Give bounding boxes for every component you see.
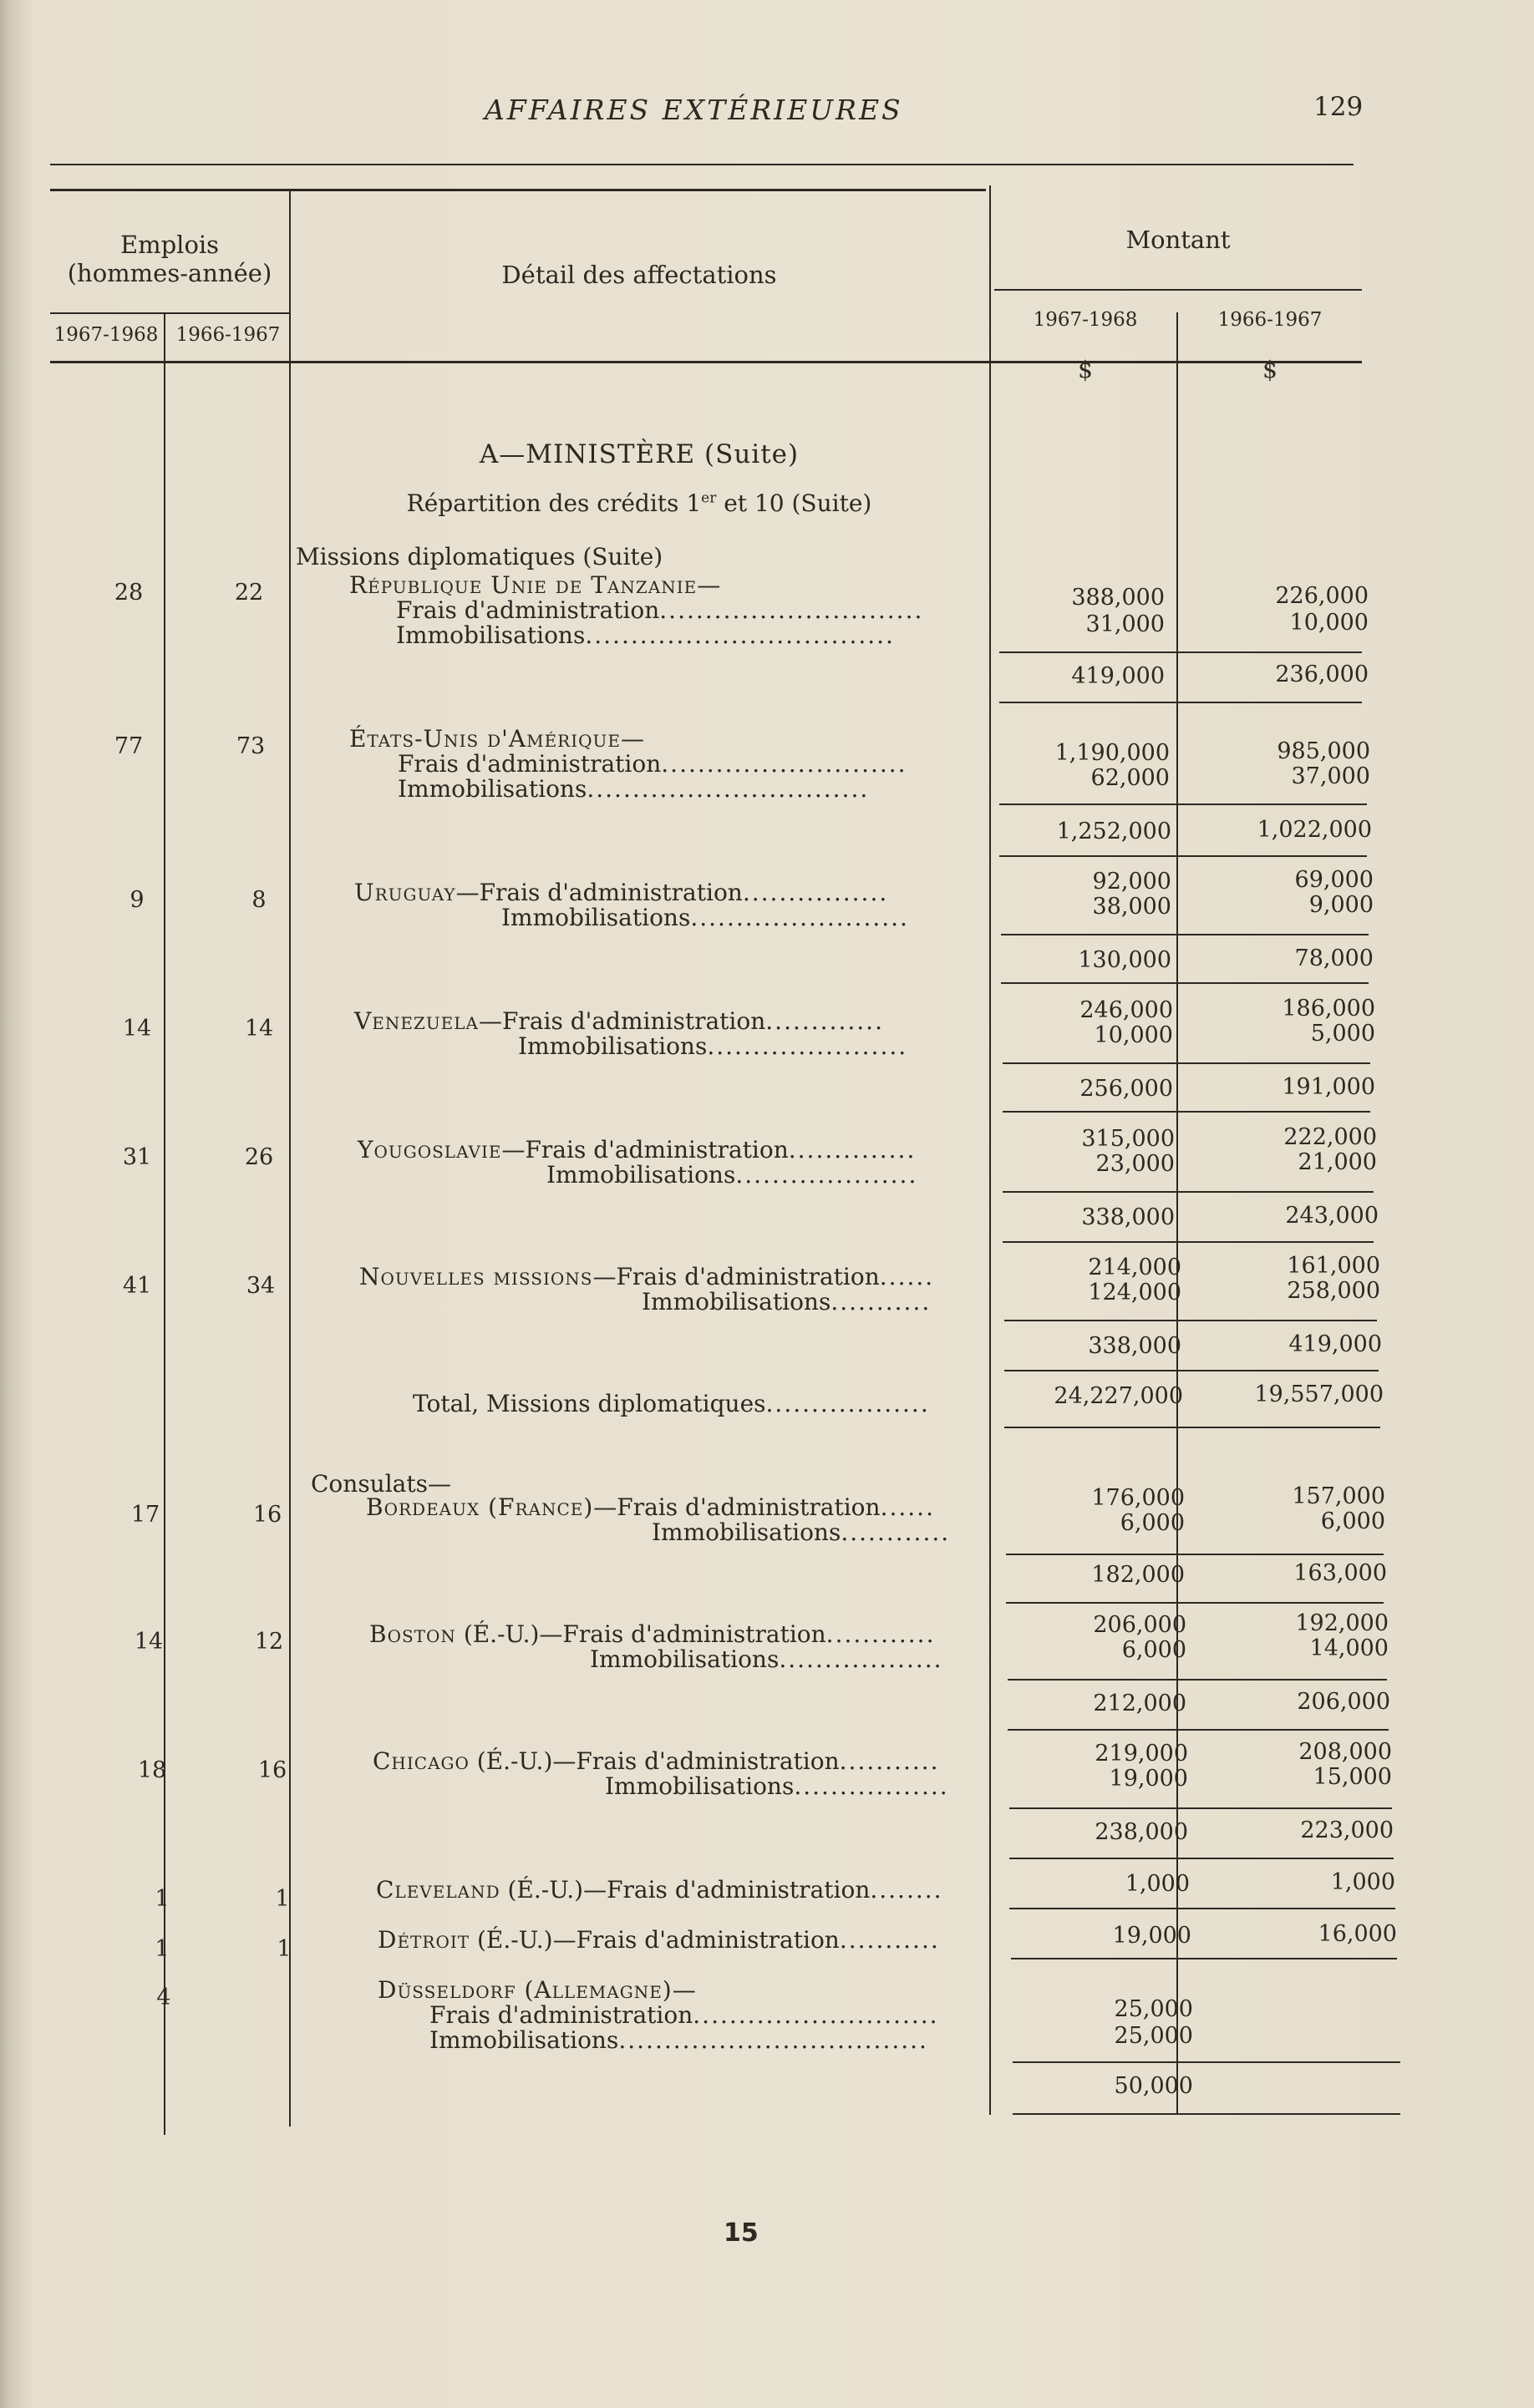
emplois-b: 14 [244,1016,274,1042]
entry-immo: Immobilisations........................ [501,904,909,931]
amount: 16,000 [1318,1921,1397,1947]
emplois-b: 73 [236,733,266,759]
emplois-b: 26 [244,1144,274,1170]
subtotal-rule [1009,1807,1392,1809]
amount: 208,000 [1298,1739,1392,1765]
subtotal: 256,000 [1079,1076,1173,1102]
entry-frais-inline: Chicago (É.-U.)—Frais d'administration........... [373,1747,940,1775]
entry-frais-inline: Uruguay—Frais d'administration................ [354,879,889,906]
col-emplois: Emplois [119,231,220,259]
currency-b: $ [1262,356,1277,383]
col-emplois-sub: (hommes-année) [67,259,272,287]
total-amount: 24,227,000 [1054,1383,1183,1409]
subtotal-rule [1008,1679,1387,1681]
row-rule [1009,1908,1395,1909]
amount: 15,000 [1313,1764,1392,1790]
section-subtitle: Répartition des crédits 1er et 10 (Suite) [406,489,872,517]
col-year-b: 1966-1967 [175,324,281,346]
section-title: A—MINISTÈRE (Suite) [479,439,800,469]
emplois-a: 4 [156,1985,171,2010]
currency-a: $ [1078,356,1093,383]
entry-name: États-Unis d'Amérique— [349,725,645,753]
entry-frais-inline: Nouvelles missions—Frais d'administration...... [359,1263,935,1290]
amount: 206,000 [1093,1612,1186,1638]
emplois-a: 17 [130,1502,160,1528]
col-year-a: 1967-1968 [53,324,159,346]
col-amt-year-b: 1966-1967 [1217,309,1323,331]
emplois-a: 1 [155,1936,170,1962]
amount: 10,000 [1094,1022,1173,1048]
amount: 161,000 [1287,1253,1380,1279]
subtotal: 1,252,000 [1056,819,1171,844]
emplois-a: 14 [134,1629,164,1655]
amount: 14,000 [1309,1635,1389,1661]
emplois-a: 9 [130,887,145,913]
row-rule [1006,1602,1384,1604]
subtotal: 243,000 [1285,1203,1379,1229]
entry-immo: Immobilisations.................. [590,1645,943,1673]
amount: 69,000 [1294,867,1374,893]
subtotal: 182,000 [1091,1562,1185,1588]
subtotal-rule [999,651,1362,653]
folio: 15 [724,2218,759,2248]
amount: 19,000 [1112,1923,1191,1949]
amount: 6,000 [1120,1510,1185,1536]
entry-frais-inline: Boston (É.-U.)—Frais d'administration............ [369,1620,936,1648]
entry-name: Düsseldorf (Allemagne)— [378,1976,697,2004]
subtotal: 238,000 [1095,1819,1188,1845]
page-number: 129 [1313,92,1364,122]
table-top-rule [50,189,986,191]
running-title: AFFAIRES EXTÉRIEURES [485,94,903,126]
row-rule [1003,1241,1374,1243]
entry-immo: Immobilisations.................................. [429,2026,928,2054]
amount: 388,000 [1071,585,1165,611]
emplois-b: 12 [254,1629,284,1655]
amount: 186,000 [1282,996,1375,1021]
amount: 62,000 [1090,765,1170,791]
amount: 31,000 [1085,611,1165,637]
amount: 6,000 [1121,1637,1186,1663]
subtotal: 338,000 [1088,1333,1181,1359]
row-rule [999,702,1362,703]
amount: 222,000 [1283,1124,1377,1150]
col-amt-year-a: 1967-1968 [1033,309,1138,331]
subtotal: 236,000 [1275,662,1369,687]
row-rule [1008,1729,1389,1731]
entry-frais-inline: Bordeaux (France)—Frais d'administration...... [366,1493,935,1521]
amount: 192,000 [1295,1610,1389,1636]
row-rule [1013,2113,1400,2115]
entry-frais-inline: Détroit (É.-U.)—Frais d'administration........... [378,1926,940,1954]
entry-immo: Immobilisations.................................. [396,621,895,649]
emplois-b: 8 [251,887,267,913]
entry-immo: Immobilisations................. [605,1772,949,1800]
total-amount: 19,557,000 [1254,1381,1384,1407]
amount: 258,000 [1287,1278,1380,1304]
subtotal-rule [1006,1554,1384,1555]
subtotal-rule [1003,1191,1374,1193]
entry-frais-inline: Yougoslavie—Frais d'administration.............. [358,1136,917,1163]
emplois-b: 34 [246,1273,276,1299]
col-divider-montant [989,185,991,2115]
amount: 214,000 [1088,1255,1181,1280]
entry-immo: Immobilisations............................... [398,775,870,803]
amount: 25,000 [1114,2023,1193,2049]
col-montant: Montant [1125,226,1231,254]
emplois-b: 16 [257,1757,287,1783]
subtotal: 130,000 [1078,947,1171,973]
subtotal-rule [1001,934,1369,935]
amount: 21,000 [1298,1149,1377,1175]
emplois-a: 14 [122,1016,152,1042]
amount: 226,000 [1275,583,1369,609]
row-rule [1003,1111,1370,1113]
row-rule [1011,1958,1397,1959]
subtotal-rule [1004,1320,1377,1321]
emplois-a: 31 [122,1144,152,1170]
amount: 5,000 [1310,1021,1375,1047]
subtotal: 419,000 [1071,663,1165,689]
subtotal: 338,000 [1081,1204,1175,1230]
amount: 23,000 [1095,1151,1175,1177]
entry-frais: Frais d'administration........................... [398,750,907,778]
amount: 246,000 [1079,997,1173,1023]
amount: 176,000 [1091,1485,1185,1511]
group-missions: Missions diplomatiques (Suite) [296,543,663,570]
entry-immo: Immobilisations........... [642,1288,932,1316]
emplois-b: 1 [277,1936,292,1962]
amount: 10,000 [1289,610,1369,636]
subtotal: 1,022,000 [1257,817,1372,843]
entry-frais-inline: Cleveland (É.-U.)—Frais d'administration........ [376,1876,943,1904]
amount: 1,000 [1330,1869,1395,1895]
amount: 37,000 [1291,763,1370,789]
subtotal: 78,000 [1294,945,1374,971]
amount: 157,000 [1292,1483,1385,1509]
subtotal-rule [999,804,1367,805]
emplois-b: 1 [275,1886,290,1912]
col-divider-years [164,314,165,2135]
subtotal-rule [1003,1062,1370,1064]
emplois-a: 28 [114,580,144,606]
subtotal: 50,000 [1114,2073,1193,2099]
amount: 19,000 [1109,1766,1188,1792]
group-consulats: Consulats— [311,1470,451,1498]
entry-immo: Immobilisations...................... [518,1032,908,1060]
row-rule [1004,1370,1379,1371]
total-missions-label: Total, Missions diplomatiques.................. [413,1390,930,1417]
amount: 985,000 [1277,738,1370,764]
amount: 38,000 [1092,894,1171,920]
row-rule [1004,1427,1380,1428]
amount: 219,000 [1095,1741,1188,1767]
subtotal: 191,000 [1282,1074,1375,1100]
row-rule [1009,1858,1394,1859]
amount: 315,000 [1081,1126,1175,1152]
emplois-a: 41 [122,1273,152,1299]
subtotal: 419,000 [1288,1331,1382,1357]
amount: 92,000 [1092,869,1171,895]
entry-frais-inline: Venezuela—Frais d'administration............. [354,1007,884,1035]
montant-subrule [994,289,1362,291]
entry-frais: Frais d'administration........................... [429,2001,939,2029]
emplois-a: 1 [155,1886,170,1912]
row-rule [1001,982,1369,984]
subtotal: 206,000 [1297,1689,1390,1715]
emplois-b: 22 [234,580,264,606]
entry-immo: Immobilisations............ [652,1518,951,1546]
amount: 1,000 [1125,1871,1190,1897]
amount: 1,190,000 [1054,740,1170,766]
subtotal: 212,000 [1093,1691,1186,1716]
amount: 25,000 [1114,1996,1193,2022]
amount: 6,000 [1320,1508,1385,1534]
entry-frais: Frais d'administration............................. [396,596,924,624]
entry-name: République Unie de Tanzanie— [349,571,722,599]
col-detail: Détail des affectations [501,261,777,289]
subtotal-rule [1013,2061,1400,2063]
entry-immo: Immobilisations.................... [546,1161,918,1189]
header-rule [50,164,1354,165]
row-rule [999,855,1367,857]
subtotal: 163,000 [1293,1560,1387,1586]
emplois-b: 16 [252,1502,282,1528]
emplois-a: 77 [114,733,144,759]
amount: 9,000 [1308,892,1374,918]
emplois-a: 18 [137,1757,167,1783]
amount: 124,000 [1088,1280,1181,1305]
subtotal: 223,000 [1300,1817,1394,1843]
emplois-subrule [50,312,289,314]
